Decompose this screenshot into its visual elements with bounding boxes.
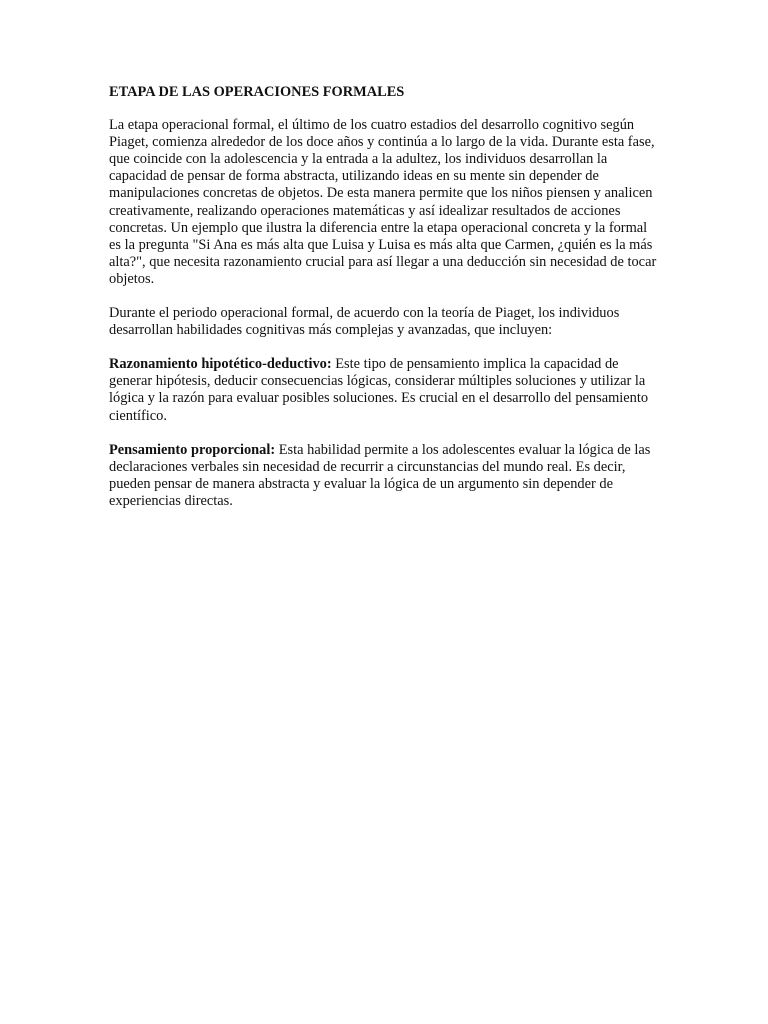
skill-hypothetical-deductive (109, 356, 661, 424)
document-page (109, 84, 661, 527)
skill-description: Esta habilidad permite a los adolescentes evaluar la lógica de las declaraciones verbales sin necesidad de recurrir a circunstancias del mundo real. Es decir, pueden pensar de manera abstracta y evaluar la lógica de un argumento sin depender de experiencias directas. (109, 441, 651, 509)
lead-in-paragraph: Durante el periodo operacional formal, de acuerdo con la teoría de Piaget, los individuos desarrollan habilidades cognitivas más complejas y avanzadas, que incluyen: (109, 305, 620, 339)
skill-proportional-thinking (109, 442, 661, 510)
skill-term: Razonamiento hipotético-deductivo: (109, 356, 332, 373)
skill-description: Este tipo de pensamiento implica la capacidad de generar hipótesis, deducir consecuencias lógicas, considerar múltiples soluciones y utilizar la lógica y la razón para evaluar posibles soluciones. Es crucial en el desarrollo del pensamiento científico. (109, 356, 649, 424)
document-title: ETAPA DE LAS OPERACIONES FORMALES (109, 84, 405, 100)
skill-term: Pensamiento proporcional: (109, 441, 276, 458)
intro-paragraph: La etapa operacional formal, el último de los cuatro estadios del desarrollo cognitivo según Piaget, comienza alrededor de los doce años y continúa a lo largo de la vida. Durante esta fase, que coincide con la adolescencia y la entrada a la adultez, los individuos desarrollan la capacidad de pensar de forma abstracta, utilizando ideas en su mente sin depender de manipulaciones concretas de objetos. De esta manera permite que los niños piensen y analicen creativamente, realizando operaciones matemáticas y así idealizar resultados de acciones concretas. Un ejemplo que ilustra la diferencia entre la etapa operacional concreta y la formal es la pregunta "Si Ana es más alta que Luisa y Luisa es más alta que Carmen, ¿quién es la más alta?", que necesita razonamiento crucial para así llegar a una deducción sin necesidad de tocar objetos. (109, 117, 657, 287)
